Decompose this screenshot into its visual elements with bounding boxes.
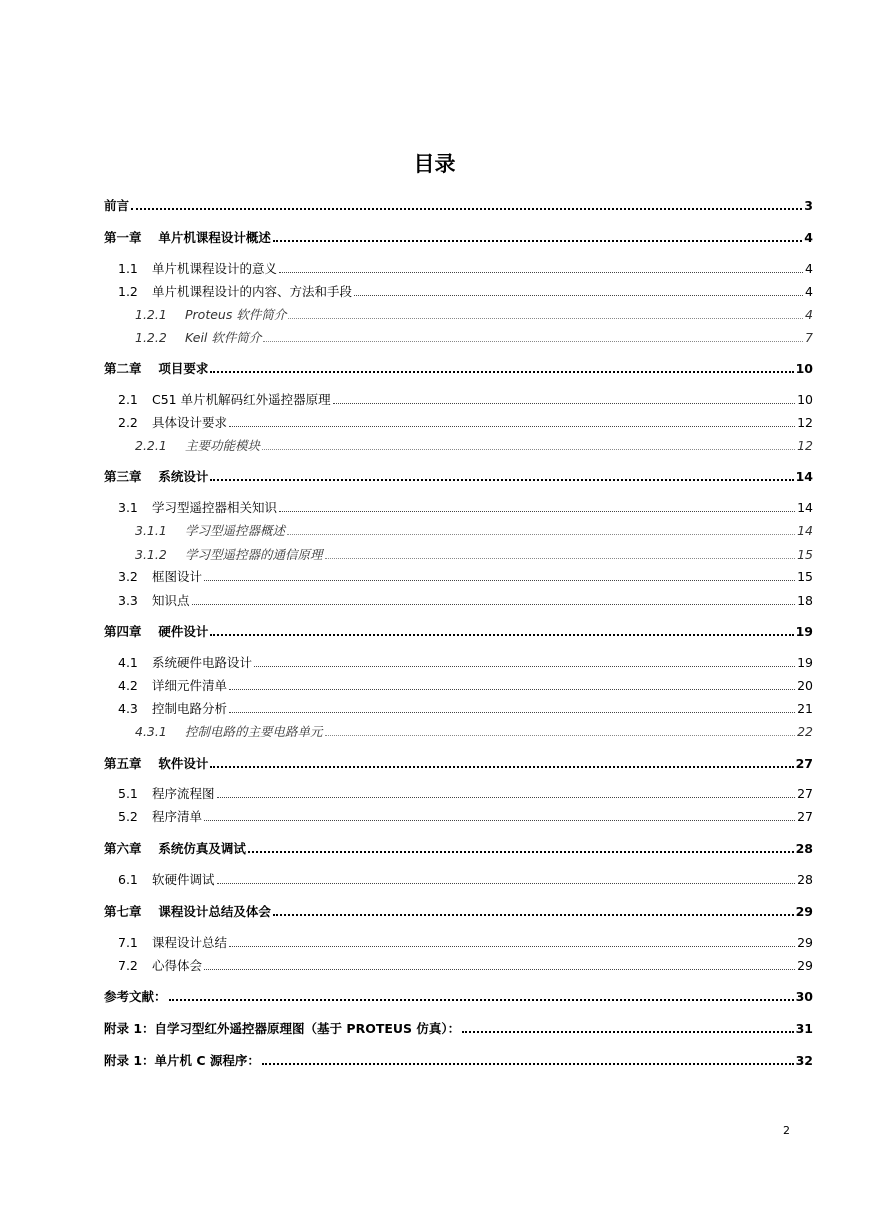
toc-entry-page: 15	[797, 547, 813, 562]
toc-entry-page: 27	[797, 786, 813, 801]
toc-entry-number: 4.3	[118, 701, 138, 716]
toc-entry-text: Proteus 软件简介	[185, 307, 287, 322]
toc-entry-page: 4	[805, 261, 813, 276]
toc-entry[interactable]	[104, 467, 813, 487]
toc-entry-number: 5.1	[118, 786, 138, 801]
toc-entry-page: 29	[797, 958, 813, 973]
toc-entry-page: 10	[797, 392, 813, 407]
toc-entry-label	[135, 436, 260, 456]
toc-entry[interactable]	[118, 282, 813, 302]
toc-entry-label	[118, 591, 190, 611]
toc-entry-label	[104, 359, 208, 379]
toc-entry-label	[135, 328, 261, 348]
toc-entry-label	[135, 521, 285, 541]
toc-entry-page: 29	[795, 904, 813, 919]
dot-leader	[288, 317, 803, 319]
dot-leader	[229, 945, 795, 947]
toc-entry-text: 第三章 系统设计	[104, 469, 209, 484]
toc-entry[interactable]	[135, 545, 813, 565]
toc-entry-text: 控制电路的主要电路单元	[185, 724, 323, 739]
toc-entry[interactable]	[118, 567, 813, 587]
toc-entry-page: 29	[797, 935, 813, 950]
dot-leader	[273, 239, 802, 242]
toc-entry-text: 前言	[104, 198, 130, 213]
toc-entry-page: 22	[797, 724, 813, 739]
toc-entry[interactable]	[118, 699, 813, 719]
toc-entry-label	[104, 467, 208, 487]
toc-entry[interactable]	[104, 196, 813, 216]
toc-entry-page: 7	[805, 330, 813, 345]
toc-entry[interactable]	[118, 933, 813, 953]
toc-entry-text: 第一章 单片机课程设计概述	[104, 230, 271, 245]
toc-entry-label	[118, 870, 215, 890]
dot-leader	[217, 796, 796, 798]
dot-leader	[273, 913, 794, 916]
toc-entry-text: 主要功能模块	[185, 438, 261, 453]
toc-entry-page: 4	[805, 307, 813, 322]
toc-entry-number: 3.1.1	[135, 523, 167, 538]
toc-entry-page: 12	[797, 438, 813, 453]
toc-entry-text: 单片机课程设计的内容、方法和手段	[152, 284, 353, 299]
toc-entry[interactable]	[118, 653, 813, 673]
toc-entry-label	[118, 567, 202, 587]
dot-leader	[262, 1062, 794, 1065]
toc-entry-number: 3.1.2	[135, 547, 167, 562]
toc-entry-number: 5.2	[118, 809, 138, 824]
dot-leader	[325, 734, 796, 736]
toc-entry-label	[118, 676, 227, 696]
toc-entry-label	[118, 282, 352, 302]
toc-title: 目录	[413, 152, 456, 176]
toc-entry[interactable]	[104, 902, 813, 922]
toc-entry-label	[135, 305, 286, 325]
dot-leader	[248, 850, 794, 853]
toc-entry-page: 19	[795, 624, 813, 639]
toc-entry-text: 第七章 课程设计总结及体会	[104, 904, 271, 919]
dot-leader	[354, 294, 803, 296]
toc-entry-page: 30	[795, 989, 813, 1004]
dot-leader	[210, 478, 793, 481]
toc-entry[interactable]	[118, 259, 813, 279]
toc-entry-text: 附录 1：单片机 C 源程序：	[104, 1053, 260, 1068]
toc-entry-label	[118, 956, 202, 976]
dot-leader	[192, 603, 796, 605]
toc-entry[interactable]	[118, 870, 813, 890]
toc-entry-text: 学习型遥控器概述	[185, 523, 286, 538]
toc-entry-page: 3	[804, 198, 813, 213]
dot-leader	[169, 998, 794, 1001]
dot-leader	[333, 402, 795, 404]
toc-entry-text: 第五章 软件设计	[104, 756, 209, 771]
toc-entry[interactable]	[104, 228, 813, 248]
dot-leader	[210, 370, 793, 373]
toc-entry-label	[104, 1019, 460, 1039]
toc-entry-text: 程序清单	[152, 809, 203, 824]
toc-entry-text: 控制电路分析	[152, 701, 228, 716]
toc-entry-page: 14	[797, 523, 813, 538]
toc-entry-page: 15	[797, 569, 813, 584]
toc-entry[interactable]	[104, 622, 813, 642]
dot-leader	[204, 819, 795, 821]
toc-entry[interactable]	[135, 436, 813, 456]
toc-entry-page: 14	[797, 500, 813, 515]
toc-entry-page: 14	[795, 469, 813, 484]
toc-entry-page: 10	[795, 361, 813, 376]
toc-entry-label	[104, 196, 129, 216]
toc-entry-label	[118, 933, 227, 953]
toc-entry-number: 7.2	[118, 958, 138, 973]
toc-entry-number: 4.3.1	[135, 724, 167, 739]
toc-entry-label	[104, 622, 208, 642]
toc-entry-text: 参考文献：	[104, 989, 167, 1004]
toc-entry-page: 4	[804, 230, 813, 245]
dot-leader	[325, 557, 796, 559]
toc-entry-page: 21	[797, 701, 813, 716]
toc-entry-number: 2.2.1	[135, 438, 167, 453]
dot-leader	[287, 533, 795, 535]
toc-entry-label	[135, 722, 323, 742]
toc-entry-label	[118, 699, 227, 719]
page-number: 2	[783, 1124, 790, 1137]
toc-entry-text: 具体设计要求	[152, 415, 228, 430]
toc-entry-text: 心得体会	[152, 958, 203, 973]
toc-entry[interactable]	[118, 784, 813, 804]
dot-leader	[217, 882, 796, 884]
toc-entry-text: 详细元件清单	[152, 678, 228, 693]
dot-leader	[279, 510, 795, 512]
dot-leader	[254, 665, 795, 667]
toc-entry-text: 知识点	[152, 593, 190, 608]
dot-leader	[229, 711, 795, 713]
toc-entry-number: 3.2	[118, 569, 138, 584]
toc-entry[interactable]	[118, 591, 813, 611]
toc-entry[interactable]	[104, 1019, 813, 1039]
toc-entry-number: 1.2.1	[135, 307, 167, 322]
toc-entry[interactable]	[118, 390, 813, 410]
toc-entry-text: C51 单片机解码红外遥控器原理	[152, 392, 331, 407]
toc-entry-text: 课程设计总结	[152, 935, 228, 950]
toc-entry-label	[118, 498, 277, 518]
toc-entry-text: 第二章 项目要求	[104, 361, 209, 376]
toc-entry-number: 3.3	[118, 593, 138, 608]
toc-entry[interactable]	[118, 498, 813, 518]
toc-entry-page: 18	[797, 593, 813, 608]
toc-entry[interactable]	[118, 807, 813, 827]
toc-entry-text: 第四章 硬件设计	[104, 624, 209, 639]
toc-entry[interactable]	[135, 328, 813, 348]
toc-entry[interactable]	[135, 722, 813, 742]
dot-leader	[462, 1030, 793, 1033]
toc-entry-text: 框图设计	[152, 569, 203, 584]
toc-entry-number: 1.1	[118, 261, 138, 276]
dot-leader	[131, 207, 802, 210]
dot-leader	[263, 340, 803, 342]
toc-entry-text: Keil 软件简介	[185, 330, 262, 345]
dot-leader	[204, 968, 795, 970]
toc-entry[interactable]	[135, 521, 813, 541]
toc-entry[interactable]	[104, 1051, 813, 1071]
toc-entry-text: 附录 1：自学习型红外遥控器原理图（基于 PROTEUS 仿真）：	[104, 1021, 461, 1036]
dot-leader	[279, 271, 803, 273]
toc-entry-page: 4	[805, 284, 813, 299]
toc-entry[interactable]	[118, 956, 813, 976]
toc-entry-label	[118, 653, 252, 673]
toc-entry-page: 28	[797, 872, 813, 887]
toc-entry-number: 4.2	[118, 678, 138, 693]
toc-entry[interactable]	[104, 754, 813, 774]
dot-leader	[210, 633, 793, 636]
toc-entry-label	[104, 1051, 260, 1071]
toc-entry-label	[135, 545, 323, 565]
toc-entry-text: 软硬件调试	[152, 872, 215, 887]
toc-entry-label	[104, 754, 208, 774]
toc-entry-page: 31	[795, 1021, 813, 1036]
toc-entry-page: 19	[797, 655, 813, 670]
toc-entry[interactable]	[104, 839, 813, 859]
toc-entry[interactable]	[104, 987, 813, 1007]
toc-entry-label	[118, 784, 215, 804]
toc-entry-text: 系统硬件电路设计	[152, 655, 253, 670]
toc-entry-label	[118, 390, 331, 410]
toc-entry-number: 3.1	[118, 500, 138, 515]
toc-entry-label	[118, 259, 277, 279]
dot-leader	[229, 688, 795, 690]
toc-entry-text: 第六章 系统仿真及调试	[104, 841, 246, 856]
toc-entry-number: 4.1	[118, 655, 138, 670]
toc-entry-label	[104, 228, 271, 248]
toc-entry[interactable]	[135, 305, 813, 325]
dot-leader	[204, 579, 795, 581]
toc-entry-text: 学习型遥控器的通信原理	[185, 547, 323, 562]
toc-entry-text: 学习型遥控器相关知识	[152, 500, 278, 515]
toc-entry-page: 32	[795, 1053, 813, 1068]
toc-entry-label	[118, 413, 227, 433]
toc-entry-label	[104, 902, 271, 922]
toc-entry-page: 27	[795, 756, 813, 771]
dot-leader	[229, 425, 795, 427]
toc-entry-number: 2.2	[118, 415, 138, 430]
toc-entry-page: 27	[797, 809, 813, 824]
dot-leader	[210, 765, 793, 768]
toc-entry-label	[104, 987, 167, 1007]
toc-entry-page: 28	[795, 841, 813, 856]
toc-entry-label	[118, 807, 202, 827]
toc-entry[interactable]	[118, 676, 813, 696]
toc-entry-number: 1.2	[118, 284, 138, 299]
toc-entry-page: 12	[797, 415, 813, 430]
toc-entry-number: 6.1	[118, 872, 138, 887]
toc-entry[interactable]	[118, 413, 813, 433]
toc-entry-text: 程序流程图	[152, 786, 215, 801]
toc-entry[interactable]	[104, 359, 813, 379]
toc-entry-text: 单片机课程设计的意义	[152, 261, 278, 276]
toc-entry-page: 20	[797, 678, 813, 693]
toc-entry-number: 7.1	[118, 935, 138, 950]
dot-leader	[262, 448, 795, 450]
toc-entry-number: 2.1	[118, 392, 138, 407]
toc-entry-number: 1.2.2	[135, 330, 167, 345]
toc-entry-label	[104, 839, 246, 859]
